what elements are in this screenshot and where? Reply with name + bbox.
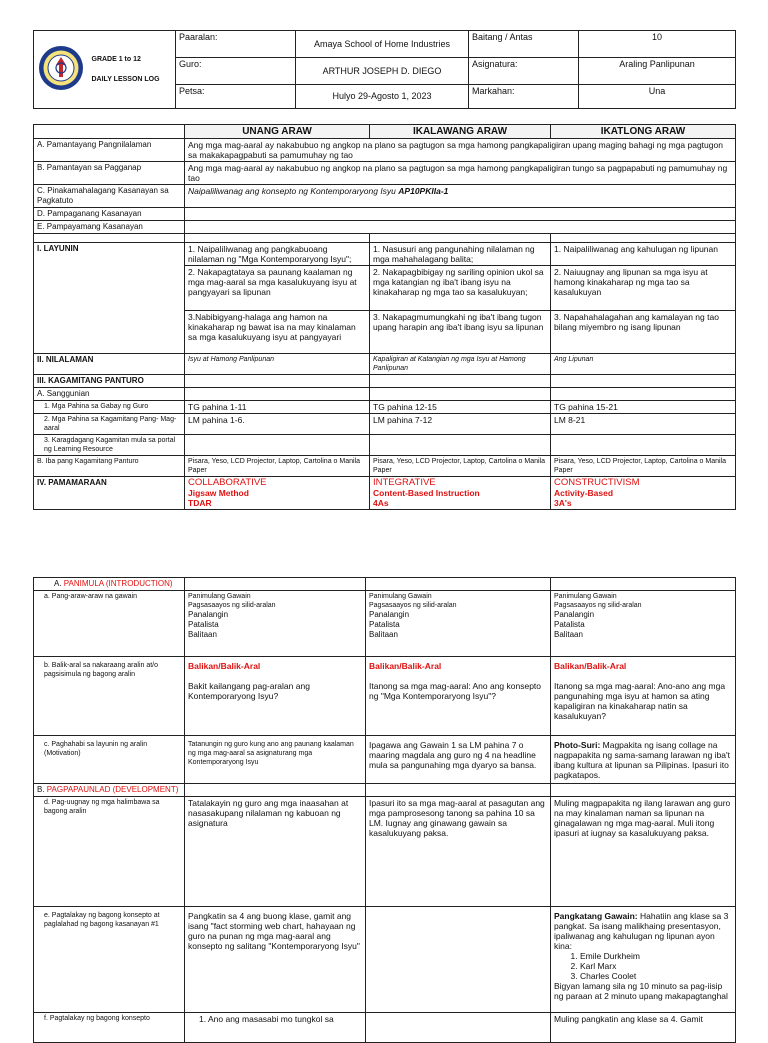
d-pampaganang-label: D. Pampaganang Kasanayan xyxy=(34,208,185,221)
pagganap-text: Ang mga mag-aaral ay nakabubuo ng angkop na plano sa pagtugon sa mga hamong pangkapaligiran tungo sa pagpapabuti ng pamumuhay ng tao xyxy=(185,162,736,185)
approach-2-extra: 4As xyxy=(373,498,389,508)
layunin-3-3: 3. Napahahalagahan ang kamalayan ng tao bilang miyembro ng isang lipunan xyxy=(551,311,736,354)
approach-3-type: CONSTRUCTIVISM xyxy=(554,477,640,488)
pangkatang-gawain-title: Pangkatang Gawain: xyxy=(554,911,638,921)
lm-1: LM pahina 1-6. xyxy=(185,414,370,435)
motivation-2: Ipagawa ang Gawain 1 sa LM pahina 7 o maaring magdala ang guro ng 4 na headline mula sa pangunahing mga dyaryo sa bansa. xyxy=(366,736,551,784)
balik-aral-2 xyxy=(366,657,551,736)
corner-cell xyxy=(34,125,185,139)
routine-3-item-4: Balitaan xyxy=(554,630,583,639)
kasanayan-desc: Naipaliliwanag ang konsepto ng Kontemporaryong Isyu xyxy=(188,186,396,196)
date-label: Petsa: xyxy=(176,85,296,109)
routine-3-item-1: Pagsasaayos ng silid-aralan xyxy=(554,602,642,609)
layunin-2-1: 2. Nakapagtataya sa paunang kaalaman ng mga mag-aaral sa mga kasalukuyang isyu at pangyayari sa lipunan xyxy=(185,266,370,311)
pagtalakay-1-3 xyxy=(551,907,736,1013)
routine-1-item-0: Panimulang Gawain xyxy=(188,593,251,600)
motivation-label: c. Paghahabi sa layunin ng aralin (Motivation) xyxy=(34,736,185,784)
pagtalakay-2-3: Muling pangkatin ang klase sa 4. Gamit xyxy=(551,1013,736,1043)
pagpapaunlad-heading xyxy=(34,784,185,797)
iba-1: Pisara, Yeso, LCD Projector, Laptop, Cartolina o Manila Paper xyxy=(185,456,370,477)
approach-1-extra: TDAR xyxy=(188,498,212,508)
log-label: DAILY LESSON LOG xyxy=(91,75,160,83)
photo-suri-text: Magpakita ng isang collage na nagpapakita ng sama-samang larawan ng iba't ibang kultura at lipunan sa Pilipinas. Ipasuri ito pagkatapos. xyxy=(554,740,730,780)
quarter-value: Una xyxy=(579,85,736,109)
balik-aral-3-text: Itanong sa mga mag-aaral: Ano-ano ang mga pangunahing mga isyu at hamon sa ating kapaligiran na kinakaharap natin sa kasalukuyan? xyxy=(554,681,726,721)
gabay-label: 1. Mga Pahina sa Gabay ng Guro xyxy=(34,401,185,414)
routine-2-item-2: Panalangin xyxy=(369,610,410,619)
balik-aral-1 xyxy=(185,657,366,736)
layunin-label: I. LAYUNIN xyxy=(34,243,185,354)
lm-2: LM pahina 7-12 xyxy=(370,414,551,435)
grade-level-value: 10 xyxy=(579,31,736,58)
day-2-header: IKALAWANG ARAW xyxy=(370,125,551,139)
approach-2 xyxy=(370,477,551,510)
pangkatang-gawain-text: Hahatiin ang klase sa 3 pangkat. Sa isang malikhaing presentasyon, ipaliwanag ang kahulugan ng lipunan ayon kina: xyxy=(554,911,729,951)
pagpapaunlad-prefix: B. xyxy=(37,785,45,794)
day-1-header: UNANG ARAW xyxy=(185,125,370,139)
grade-label: GRADE 1 to 12 xyxy=(91,55,141,63)
motivation-3 xyxy=(551,736,736,784)
layunin-3-1: 3.Nabibigyang-halaga ang hamon na kinakaharap ng bawat isa na may kinalaman sa mga kasalukuyang isyu at pangyayari xyxy=(185,311,370,354)
teacher-value: ARTHUR JOSEPH D. DIEGO xyxy=(296,58,469,85)
routine-1-item-3: Patalista xyxy=(188,620,219,629)
gabay-1: TG pahina 1-11 xyxy=(185,401,370,414)
day-3-header: IKATLONG ARAW xyxy=(551,125,736,139)
photo-suri-title: Photo-Suri: xyxy=(554,740,601,750)
procedure-table xyxy=(33,577,736,1043)
pamantayang-label: A. Pamantayang Pangnilalaman xyxy=(34,139,185,162)
kagamitang-mag-aaral-label: 2. Mga Pahina sa Kagamitang Pang- Mag-aaral xyxy=(34,414,185,435)
date-value: Hulyo 29-Agosto 1, 2023 xyxy=(296,85,469,109)
pagtalakay-2-label: f. Pagtalakay ng bagong konsepto xyxy=(34,1013,185,1043)
routine-2-item-1: Pagsasaayos ng silid-aralan xyxy=(369,602,457,609)
pagtalakay-1-label: e. Pagtalakay ng bagong konsepto at paglalahad ng bagong kasanayan #1 xyxy=(34,907,185,1013)
kagamitan-label: III. KAGAMITANG PANTURO xyxy=(34,375,185,388)
gabay-3: TG pahina 15-21 xyxy=(551,401,736,414)
nilalaman-label: II. NILALAMAN xyxy=(34,354,185,375)
lm-3: LM 8-21 xyxy=(551,414,736,435)
nilalaman-2: Kapaligiran at Katangian ng mga Isyu at Hamong Panlipunan xyxy=(370,354,551,375)
layunin-1-3: 1. Naipaliliwanag ang kahulugan ng lipunan xyxy=(551,243,736,266)
approach-2-method: Content-Based Instruction xyxy=(373,488,480,498)
kasanayan-label: C. Pinakamahalagang Kasanayan sa Pagkatuto xyxy=(34,185,185,208)
routine-1 xyxy=(185,591,366,657)
pag-uugnay-1: Tatalakayin ng guro ang mga inaasahan at nasasakupang nilalaman ng kabuoan ng asignatura xyxy=(185,797,366,907)
layunin-1-1: 1. Naipaliliwanag ang pangkabuoang nilalaman ng "Mga Kontemporaryong Isyu"; xyxy=(185,243,370,266)
sociologist-list xyxy=(554,951,732,981)
nilalaman-1: Isyu at Hamong Panlipunan xyxy=(185,354,370,375)
pagtalakay-2-2 xyxy=(366,1013,551,1043)
e-pampayamang-label: E. Pampayamang Kasanayan xyxy=(34,221,185,234)
list-item: 3. Charles Coolet xyxy=(580,971,732,981)
gabay-2: TG pahina 12-15 xyxy=(370,401,551,414)
pangkatang-gawain-end: Bigyan lamang sila ng 10 minuto sa pag-iisip ng paraan at 2 minuto upang makapagtanghal xyxy=(554,981,728,1001)
subject-value: Araling Panlipunan xyxy=(579,58,736,85)
grade-level-label: Baitang / Antas xyxy=(469,31,579,58)
balik-aral-label: b. Balik-aral sa nakaraang aralin at/o pagsisimula ng bagong aralin xyxy=(34,657,185,736)
deped-seal-icon xyxy=(38,45,84,91)
balikan-title-2: Balikan/Balik-Aral xyxy=(369,661,442,671)
balikan-title-1: Balikan/Balik-Aral xyxy=(188,661,261,671)
approach-1 xyxy=(185,477,370,510)
pag-uugnay-label: d. Pag-uugnay ng mga halimbawa sa bagong aralin xyxy=(34,797,185,907)
header-title xyxy=(89,31,176,109)
approach-3 xyxy=(551,477,736,510)
layunin-1-2: 1. Nasusuri ang pangunahing nilalaman ng mga mahahalagang balita; xyxy=(370,243,551,266)
approach-1-type: COLLABORATIVE xyxy=(188,477,267,488)
approach-1-method: Jigsaw Method xyxy=(188,488,249,498)
routine-1-item-2: Panalangin xyxy=(188,610,229,619)
routine-2-item-4: Balitaan xyxy=(369,630,398,639)
pag-uugnay-3: Muling magpapakita ng ilang larawan ang guro na may kinalaman naman sa lipunan na ginagalawan ng mga mag-aaral. Muli itong ipasuri at iugnay sa kasalukuyang paksa. xyxy=(551,797,736,907)
routine-1-item-4: Balitaan xyxy=(188,630,217,639)
sanggunian-label: A. Sanggunian xyxy=(34,388,185,401)
pagtalakay-2-1: 1. Ano ang masasabi mo tungkol sa xyxy=(185,1013,366,1043)
kasanayan-code: AP10PKIIa-1 xyxy=(398,186,449,196)
balik-aral-2-text: Itanong sa mga mag-aaral: Ano ang konsepto ng "Mga Kontemporaryong Isyu"? xyxy=(369,681,542,701)
iba-label: B. Iba pang Kagamitang Panturo xyxy=(34,456,185,477)
routine-2 xyxy=(366,591,551,657)
balik-aral-1-text: Bakit kailangang pag-aralan ang Kontemporaryong Isyu? xyxy=(188,681,310,701)
panimula-heading xyxy=(34,578,185,591)
iba-3: Pisara, Yeso, LCD Projector, Laptop, Cartolina o Manila Paper xyxy=(551,456,736,477)
teacher-label: Guro: xyxy=(176,58,296,85)
routine-2-item-0: Panimulang Gawain xyxy=(369,593,432,600)
panimula-prefix: A. xyxy=(54,579,62,588)
school-value: Amaya School of Home Industries xyxy=(296,31,469,58)
approach-3-extra: 3A's xyxy=(554,498,572,508)
pagganap-label: B. Pamantayan sa Pagganap xyxy=(34,162,185,185)
spacer-row xyxy=(34,234,185,243)
deped-seal xyxy=(34,31,89,109)
e-pampayamang-value xyxy=(185,221,736,234)
list-item: 2. Karl Marx xyxy=(580,961,732,971)
subject-label: Asignatura: xyxy=(469,58,579,85)
routine-3 xyxy=(551,591,736,657)
routine-2-item-3: Patalista xyxy=(369,620,400,629)
kasanayan-text xyxy=(185,185,736,208)
pamamaraan-label: IV. PAMAMARAAN xyxy=(34,477,185,510)
approach-3-method: Activity-Based xyxy=(554,488,614,498)
routine-1-item-1: Pagsasaayos ng silid-aralan xyxy=(188,602,276,609)
pagpapaunlad-label: PAGPAPAUNLAD (DEVELOPMENT) xyxy=(46,785,179,794)
pagtalakay-1-1: Pangkatin sa 4 ang buong klase, gamit ang isang "fact storming web chart, hahayaan ng guro na punan ng mga mag-aaral ang konsepto ng salitang "Kontemporaryong Isyu" xyxy=(185,907,366,1013)
routine-3-item-3: Patalista xyxy=(554,620,585,629)
routine-3-item-0: Panimulang Gawain xyxy=(554,593,617,600)
karagdagang-label: 3. Karagdagang Kagamitan mula sa portal ng Learning Resource xyxy=(34,435,185,456)
routine-3-item-2: Panalangin xyxy=(554,610,595,619)
motivation-1: Tatanungin ng guro kung ano ang paunang kaalaman ng mga mag-aaral sa asignaturang mga Kontemporaryong Isyu xyxy=(185,736,366,784)
approach-2-type: INTEGRATIVE xyxy=(373,477,436,488)
d-pampaganang-value xyxy=(185,208,736,221)
lesson-table xyxy=(33,124,736,510)
layunin-2-3: 2. Naiuugnay ang lipunan sa mga isyu at hamong kinakaharap ng mga tao sa kasalukuyan xyxy=(551,266,736,311)
pamantayang-text: Ang mga mag-aaral ay nakabubuo ng angkop na plano sa pagtugon sa mga hamong pangkapaligiran upang maging bahagi ng mga pagtugon sa makakapagpabuti sa pamumuhay ng tao xyxy=(185,139,736,162)
list-item: 1. Emile Durkheim xyxy=(580,951,732,961)
pag-uugnay-2: Ipasuri ito sa mga mag-aaral at pasagutan ang mga pamprosesong tanong sa pahina 10 sa LM. Iugnay ang ginawang gawain sa kasalukuyang paksa. xyxy=(366,797,551,907)
balikan-title-3: Balikan/Balik-Aral xyxy=(554,661,627,671)
iba-2: Pisara, Yeso, LCD Projector, Laptop, Cartolina o Manila Paper xyxy=(370,456,551,477)
header-table xyxy=(33,30,736,109)
routine-label: a. Pang-araw-araw na gawain xyxy=(34,591,185,657)
balik-aral-3 xyxy=(551,657,736,736)
layunin-3-2: 3. Nakapagmumungkahi ng iba't ibang tugon upang harapin ang iba't ibang isyu sa lipunan xyxy=(370,311,551,354)
pagtalakay-1-2 xyxy=(366,907,551,1013)
layunin-2-2: 2. Nakapagbibigay ng sariling opinion ukol sa mga katangian ng iba't ibang isyu na kinakaharap ng mga tao sa kasalukuyan; xyxy=(370,266,551,311)
school-label: Paaralan: xyxy=(176,31,296,58)
quarter-label: Markahan: xyxy=(469,85,579,109)
panimula-label: PANIMULA (INTRODUCTION) xyxy=(63,579,173,588)
nilalaman-3: Ang Lipunan xyxy=(551,354,736,375)
